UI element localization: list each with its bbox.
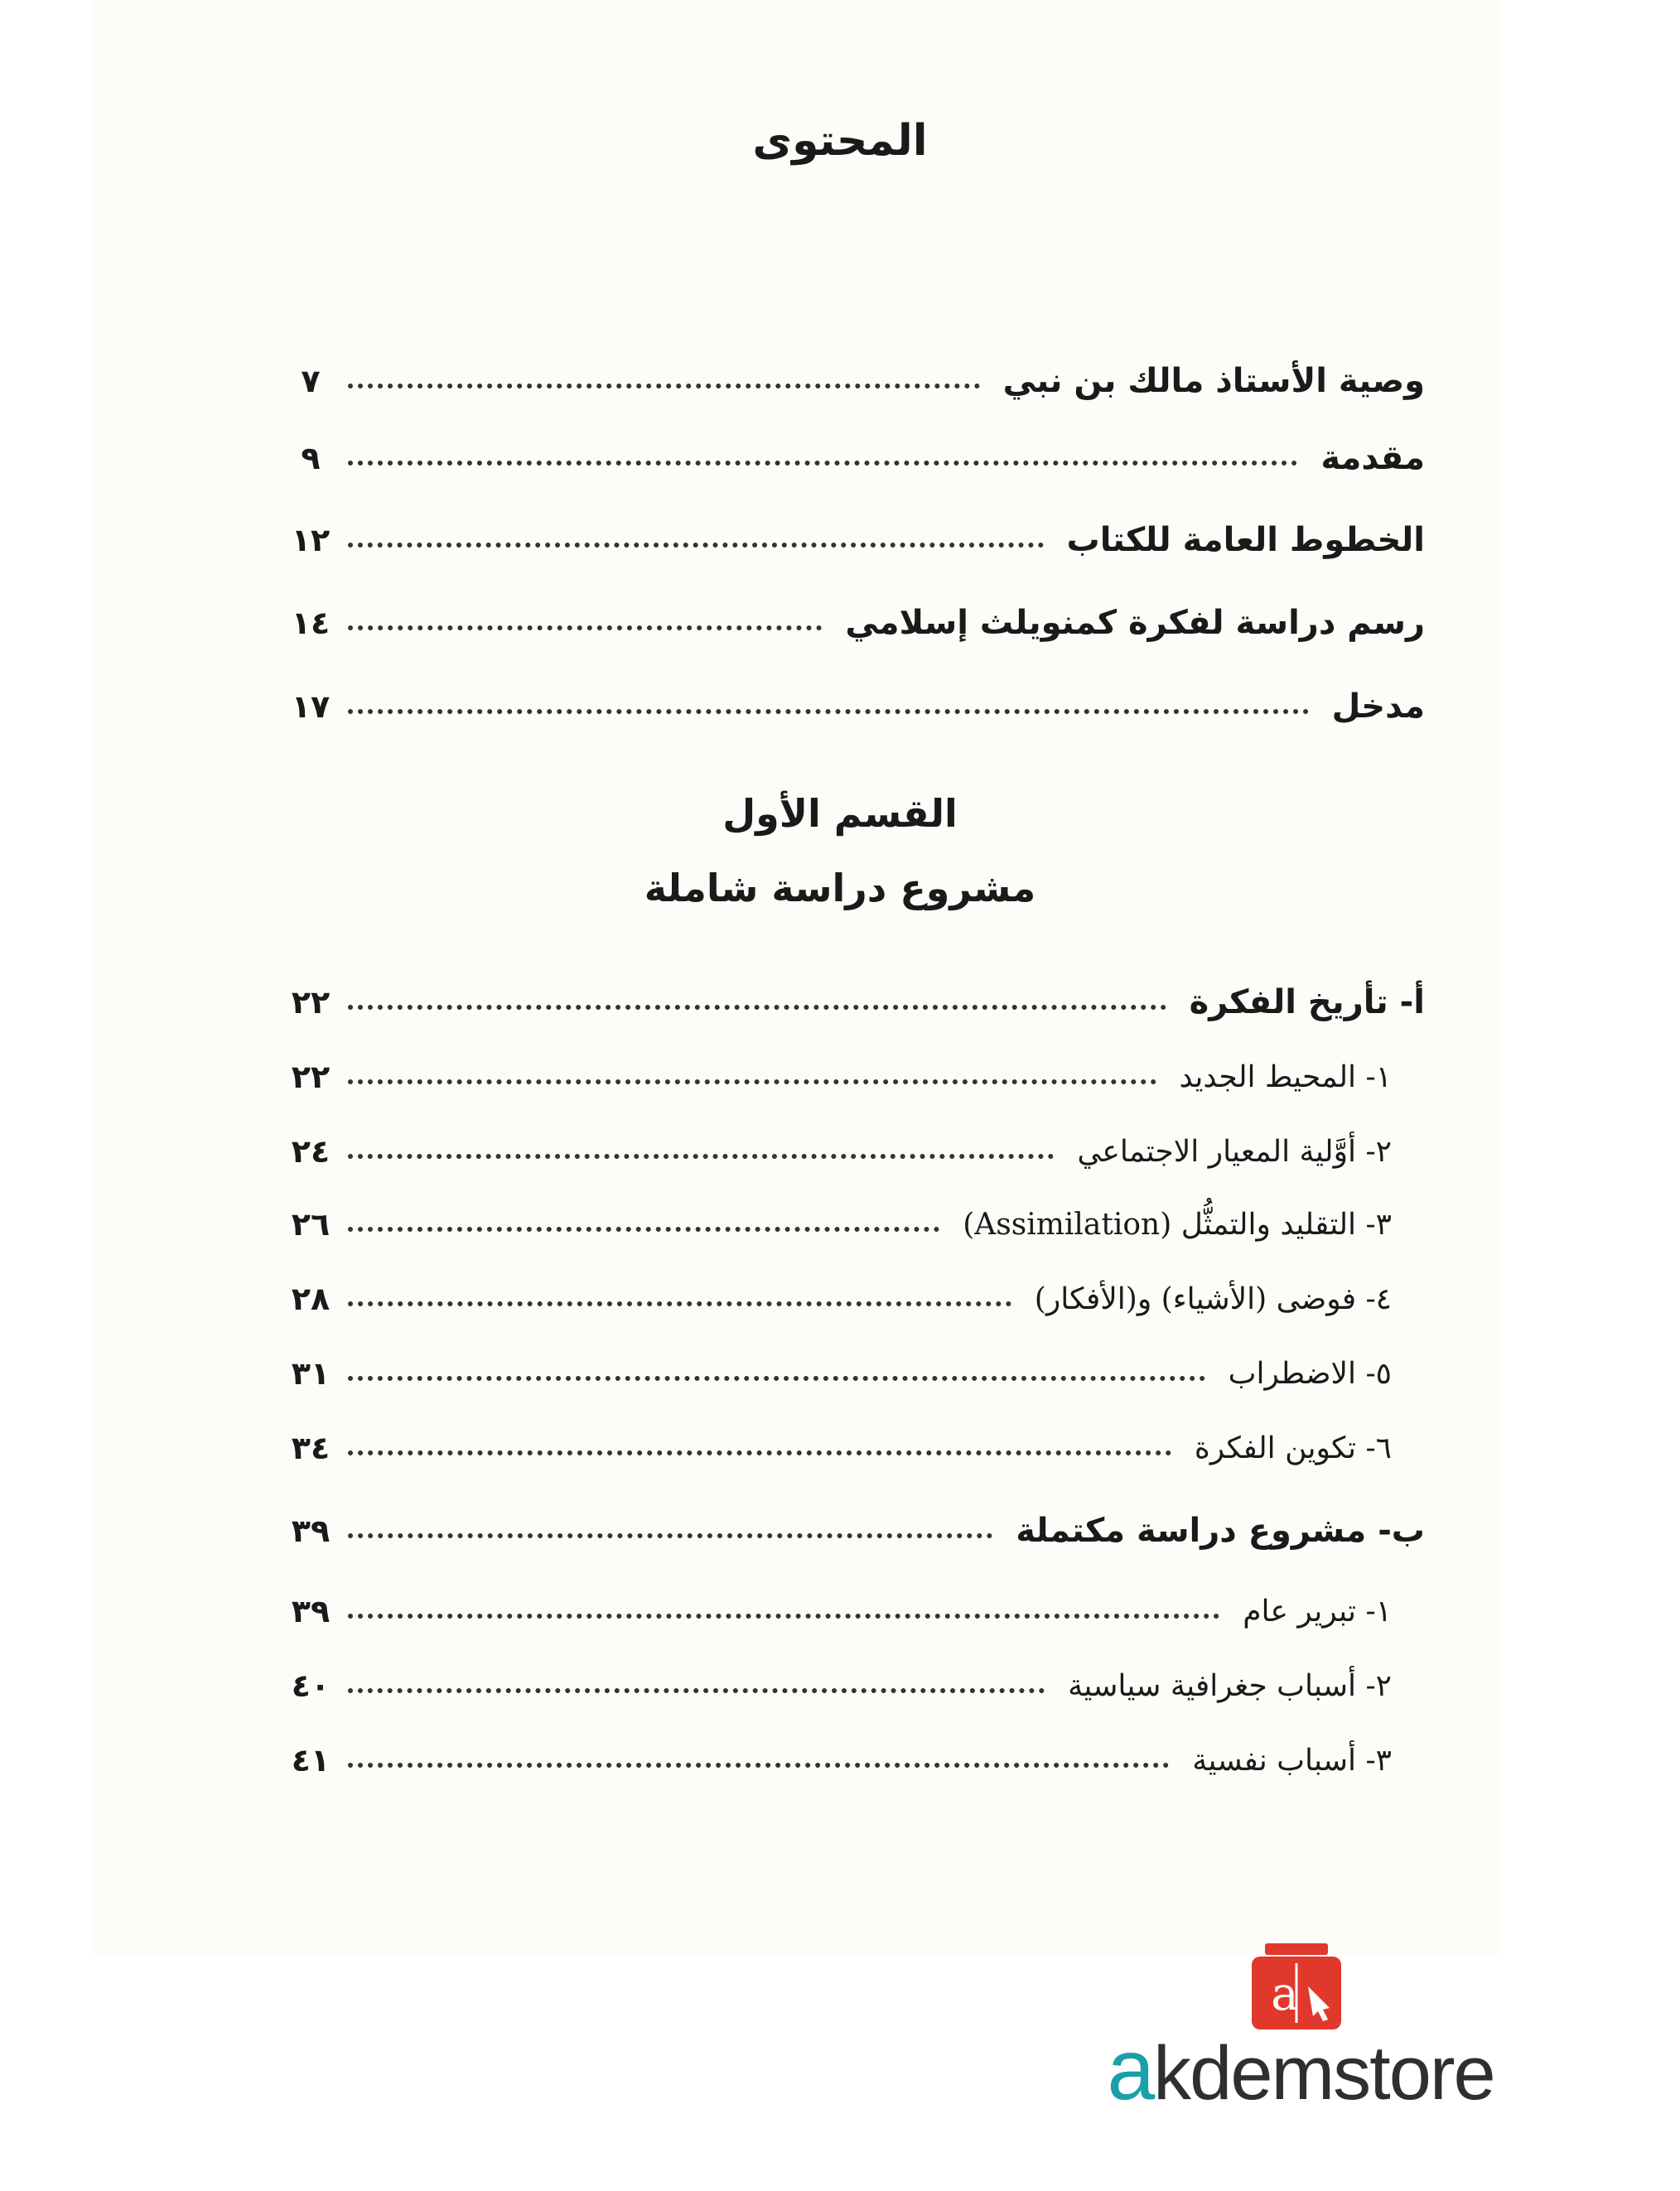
toc-page-number: ٩ (301, 440, 321, 476)
toc-page-number: ٣٩ (291, 1593, 331, 1629)
toc-row (282, 1266, 1425, 1332)
toc-page-number: ٢٨ (291, 1281, 331, 1317)
toc-page-number: ٤٠ (291, 1667, 331, 1704)
logo-accent-letter: a (1107, 2022, 1154, 2118)
toc-entry-label: ٤- فوضى (الأشياء) و(الأفكار) (1034, 1281, 1392, 1316)
toc-entry-label: ٥- الاضطراب (1228, 1356, 1392, 1391)
leader-dots (348, 461, 1297, 466)
toc-entry-label: وصية الأستاذ مالك بن نبي (1002, 362, 1425, 400)
leader-dots (348, 1450, 1171, 1455)
toc-row (282, 1498, 1425, 1564)
toc-page-number: ٢٦ (291, 1206, 331, 1243)
toc-page-number: ١٧ (291, 688, 331, 725)
toc-page-number: ٣٩ (291, 1513, 331, 1549)
leader-dots (348, 1154, 1054, 1159)
toc-page-number: ٢٢ (291, 984, 331, 1021)
toc-entry-label: مقدمة (1320, 439, 1425, 477)
toc-row (282, 969, 1425, 1035)
toc-row (282, 590, 1425, 656)
leader-dots (348, 1005, 1166, 1010)
leader-dots (348, 1763, 1169, 1768)
leader-dots (348, 543, 1044, 548)
toc-row (282, 673, 1425, 740)
leader-dots (348, 625, 822, 630)
toc-row (282, 1727, 1425, 1793)
toc-page-number: ٣١ (291, 1355, 331, 1392)
leader-dots (348, 1533, 992, 1538)
toc-row (282, 1653, 1425, 1719)
page-title: المحتوى (752, 116, 928, 166)
toc-entry-label: ١- تبرير عام (1243, 1594, 1392, 1629)
toc-row (282, 425, 1425, 491)
akdemstore-logo (1069, 1922, 1533, 2118)
leader-dots (348, 1688, 1045, 1693)
leader-dots (348, 1227, 939, 1232)
leader-dots (348, 1079, 1156, 1084)
logo-wordmark-rest: kdemstore (1153, 2031, 1494, 2116)
toc-entry-label: ١- المحيط الجديد (1179, 1059, 1392, 1094)
toc-entry-label: ب- مشروع دراسة مكتملة (1016, 1512, 1425, 1550)
leader-dots (348, 709, 1309, 714)
toc-entry-label: ٦- تكوين الفكرة (1194, 1431, 1392, 1465)
toc-row (282, 1191, 1425, 1257)
toc-row (282, 1415, 1425, 1481)
toc-page-number: ٢٢ (291, 1059, 331, 1095)
toc-entry-label: أ- تأريخ الفكرة (1189, 983, 1425, 1021)
toc-entry-label: ٣- التقليد والتمثُّل (Assimilation) (963, 1207, 1392, 1242)
leader-dots (348, 1614, 1219, 1619)
toc-page-number: ١٤ (291, 605, 331, 641)
toc-page-number: ٤١ (291, 1742, 331, 1778)
leader-dots (348, 384, 980, 388)
logo-icon-letter: a (1271, 1967, 1299, 2021)
leader-dots (348, 1301, 1011, 1306)
toc-page-number: ١٢ (291, 522, 331, 558)
toc-row (282, 1578, 1425, 1644)
toc-page-number: ٧ (301, 363, 321, 399)
toc-entry-label: رسم دراسة لفكرة كمنويلث إسلامي (845, 604, 1425, 642)
toc-entry-label: ٢- أسباب جغرافية سياسية (1068, 1668, 1392, 1703)
toc-entry-label: ٢- أوَّلية المعيار الاجتماعي (1077, 1134, 1392, 1169)
part-subheading: مشروع دراسة شاملة (644, 866, 1036, 910)
toc-page-number: ٢٤ (291, 1133, 331, 1170)
toc-entry-label: الخطوط العامة للكتاب (1066, 521, 1425, 559)
toc-row (282, 507, 1425, 573)
toc-row (282, 1340, 1425, 1407)
toc-entry-label: مدخل (1331, 688, 1425, 726)
toc-row (282, 1118, 1425, 1185)
leader-dots (348, 1376, 1205, 1381)
toc-row (282, 348, 1425, 414)
toc-entry-label: ٣- أسباب نفسية (1192, 1743, 1392, 1778)
part-heading: القسم الأول (722, 791, 958, 836)
toc-page-number: ٣٤ (291, 1430, 331, 1466)
toc-row (282, 1044, 1425, 1110)
logo-wordmark (1069, 2021, 1533, 2120)
